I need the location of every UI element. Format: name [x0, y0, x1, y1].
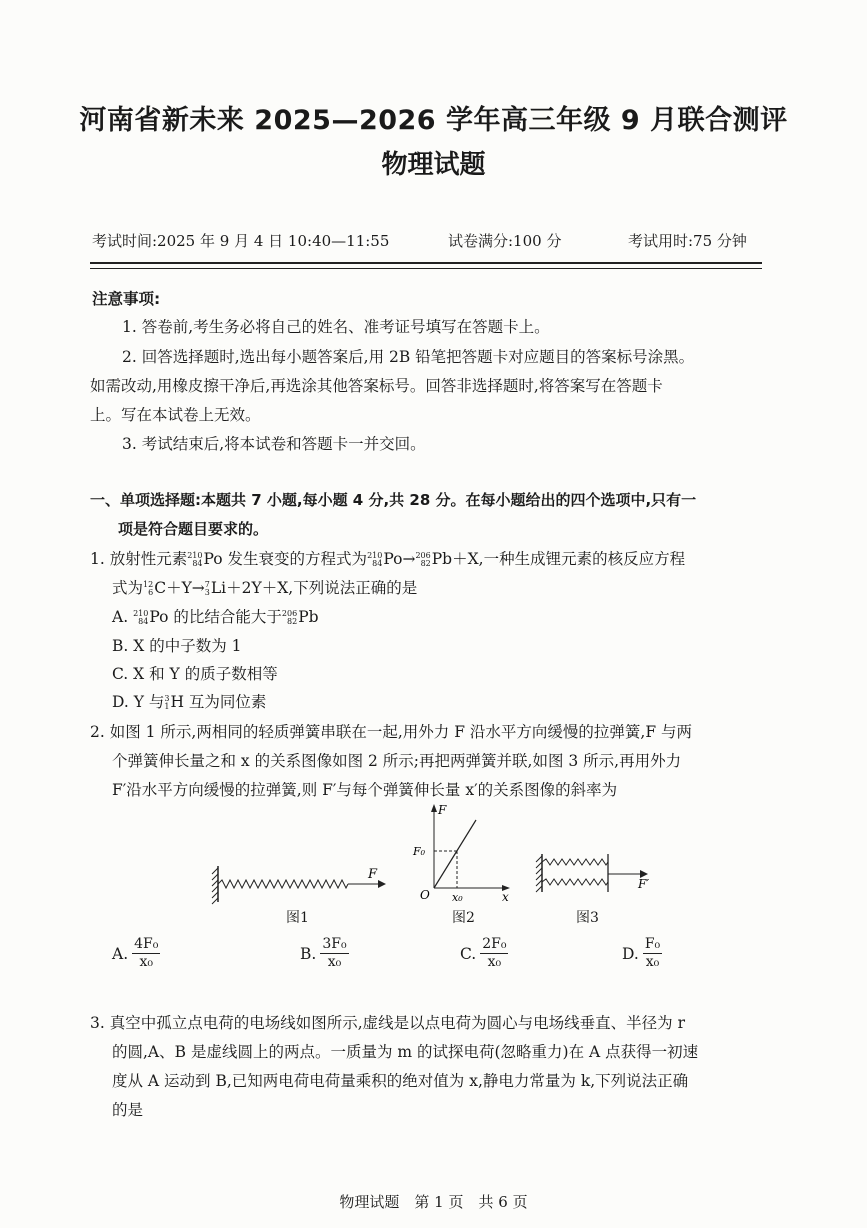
figure-1	[208, 858, 393, 908]
fig3-force-label: F′	[638, 877, 650, 891]
figure-2	[410, 800, 520, 905]
section1-heading: 一、单项选择题:本题共 7 小题,每小题 4 分,共 28 分。在每小题给出的四个选项中,只有一	[90, 491, 697, 509]
note-2-cont: 如需改动,用橡皮擦干净后,再选涂其他答案标号。回答非选择题时,将答案写在答题卡	[90, 377, 663, 395]
fig2-caption: 图2	[452, 910, 475, 926]
exam-time: 考试时间:2025 年 9 月 4 日 10:40—11:55	[92, 232, 390, 250]
exam-duration: 考试用时:75 分钟	[628, 232, 747, 250]
exam-subject: 物理试题	[381, 150, 486, 180]
nuclide-pb: 206 82	[415, 551, 431, 568]
fig1-caption: 图1	[286, 910, 309, 926]
q1-stem-line2: 式为 12 6 C＋Y→ 7 3 Li＋2Y＋X,下列说法正确的是	[112, 579, 418, 597]
header-divider-thick	[90, 262, 762, 264]
figure-3	[532, 850, 662, 898]
nuclide-po: 210 84	[367, 551, 383, 568]
q2-stem-line2: 个弹簧伸长量之和 x 的关系图像如图 2 所示;再把两弹簧并联,如图 3 所示,再用外力	[112, 752, 682, 770]
q2-stem-line3: F′沿水平方向缓慢的拉弹簧,则 F′与每个弹簧伸长量 x′的关系图像的斜率为	[112, 781, 618, 799]
q1-option-d: D. Y 与 3 1 H 互为同位素	[112, 693, 267, 711]
q2-option-b: B. $\frac{\text{3F₀}}{\text{x₀}}$	[300, 936, 347, 970]
section1-heading-cont: 项是符合题目要求的。	[118, 520, 269, 538]
fig1-force-label: F	[368, 867, 378, 882]
q2-option-d: D. $\frac{\text{F₀}}{\text{x₀}}$	[622, 936, 661, 970]
q3-stem-line4: 的是	[112, 1101, 144, 1119]
q1-option-c: C. X 和 Y 的质子数相等	[112, 665, 278, 683]
nuclide-c: 12 6	[143, 580, 154, 597]
page-footer: 物理试题 第 1 页 共 6 页	[339, 1193, 528, 1211]
notes-heading: 注意事项:	[92, 290, 161, 308]
fig2-F0-label: F₀	[413, 845, 426, 858]
q1-option-b: B. X 的中子数为 1	[112, 637, 242, 655]
header-divider-thin	[90, 268, 762, 269]
q2-stem-line1: 2. 如图 1 所示,两相同的轻质弹簧串联在一起,用外力 F 沿水平方向缓慢的拉弹簧,F 与两	[90, 723, 693, 741]
full-score: 试卷满分:100 分	[448, 232, 562, 250]
fig2-axis-x: x	[502, 890, 509, 904]
note-1: 1. 答卷前,考生务必将自己的姓名、准考证号填写在答题卡上。	[122, 318, 550, 336]
nuclide-po: 210 84	[187, 551, 203, 568]
fig2-origin: O	[420, 888, 430, 902]
q2-option-c: C. $\frac{\text{2F₀}}{\text{x₀}}$	[460, 936, 507, 970]
fig3-caption: 图3	[576, 910, 599, 926]
q3-stem-line1: 3. 真空中孤立点电荷的电场线如图所示,虚线是以点电荷为圆心与电场线垂直、半径为 r	[90, 1014, 685, 1032]
note-2: 2. 回答选择题时,选出每小题答案后,用 2B 铅笔把答题卡对应题目的答案标号涂黑。	[122, 348, 695, 366]
q2-option-a: A. $\frac{\text{4F₀}}{\text{x₀}}$	[112, 936, 159, 970]
q1-option-a: A. 210 84 Po 的比结合能大于 206 82 Pb	[112, 608, 319, 626]
fig2-x0-label: x₀	[452, 891, 463, 904]
exam-title: 河南省新未来 2025—2026 学年高三年级 9 月联合测评	[79, 105, 788, 136]
nuclide-h: 3 1	[164, 694, 170, 711]
fig2-axis-F: F	[438, 803, 447, 817]
nuclide-li: 7 3	[204, 580, 210, 597]
q3-stem-line2: 的圆,A、B 是虚线圆上的两点。一质量为 m 的试探电荷(忽略重力)在 A 点获得一初速	[112, 1043, 699, 1061]
q1-stem-line1: 1. 放射性元素 210 84 Po 发生衰变的方程式为 210 84 Po→ 206 82 Pb＋X,一种生成锂元素的核反应方程	[90, 550, 686, 568]
note-2-cont2: 上。写在本试卷上无效。	[90, 406, 261, 424]
note-3: 3. 考试结束后,将本试卷和答题卡一并交回。	[122, 435, 426, 453]
q3-stem-line3: 度从 A 运动到 B,已知两电荷电荷量乘积的绝对值为 x,静电力常量为 k,下列说法正确	[112, 1072, 689, 1090]
